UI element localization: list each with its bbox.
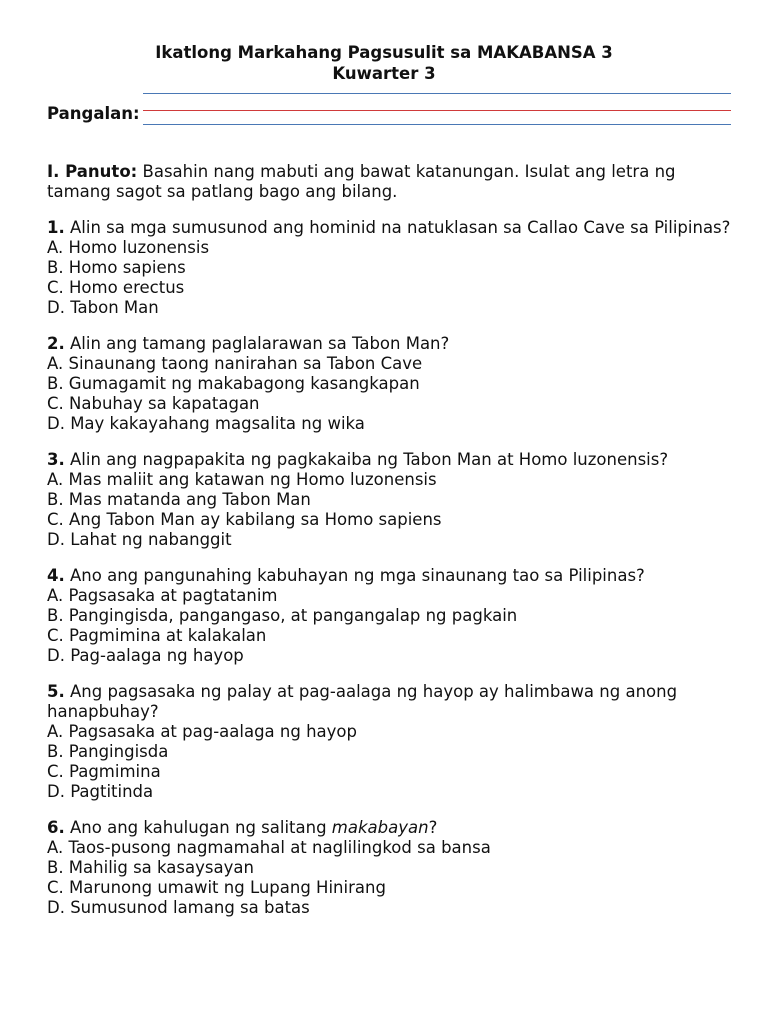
question-4	[47, 566, 737, 666]
choice-d: D. Tabon Man	[47, 298, 159, 317]
question-stem	[47, 818, 737, 838]
question-number: 1.	[47, 218, 65, 237]
instructions-text: Basahin nang mabuti ang bawat katanungan. Isulat ang letra ng tamang sagot sa patlang bago ang bilang.	[47, 162, 676, 201]
choice-b: B. Mahilig sa kasaysayan	[47, 858, 254, 877]
choice-a: A. Taos-pusong nagmamahal at naglilingkod sa bansa	[47, 838, 491, 857]
question-stem	[47, 682, 737, 722]
page-subtitle: Kuwarter 3	[332, 64, 436, 83]
choice-c: C. Ang Tabon Man ay kabilang sa Homo sapiens	[47, 510, 442, 529]
question-content	[47, 162, 737, 934]
question-number: 3.	[47, 450, 65, 469]
instructions	[47, 162, 737, 202]
choice-c: C. Homo erectus	[47, 278, 185, 297]
choice-b: B. Mas matanda ang Tabon Man	[47, 490, 311, 509]
choice-c: C. Pagmimina at kalakalan	[47, 626, 267, 645]
name-line-top	[143, 93, 731, 94]
question-text: Alin ang nagpapakita ng pagkakaiba ng Tabon Man at Homo luzonensis?	[64, 450, 669, 469]
question-text: Ano ang kahulugan ng salitang	[64, 818, 332, 837]
question-text: Alin ang tamang paglalarawan sa Tabon Man?	[64, 334, 450, 353]
question-stem	[47, 450, 737, 470]
question-text-end: ?	[428, 818, 438, 837]
name-label: Pangalan:	[47, 104, 140, 123]
choice-d: D. Pagtitinda	[47, 782, 154, 801]
question-1	[47, 218, 737, 318]
choice-d: D. Sumusunod lamang sa batas	[47, 898, 310, 917]
name-line-bottom	[143, 124, 731, 125]
question-number: 5.	[47, 682, 65, 701]
question-stem	[47, 218, 737, 238]
choice-b: B. Gumagamit ng makabagong kasangkapan	[47, 374, 420, 393]
choice-a: A. Homo luzonensis	[47, 238, 210, 257]
question-5	[47, 682, 737, 802]
name-line-middle	[143, 110, 731, 111]
choice-b: B. Pangingisda, pangangaso, at pangangalap ng pagkain	[47, 606, 518, 625]
page-title: Ikatlong Markahang Pagsusulit sa MAKABANSA 3	[155, 43, 613, 62]
question-2	[47, 334, 737, 434]
question-stem	[47, 566, 737, 586]
choice-a: A. Pagsasaka at pag-aalaga ng hayop	[47, 722, 357, 741]
choice-c: C. Pagmimina	[47, 762, 161, 781]
choice-a: A. Sinaunang taong nanirahan sa Tabon Cave	[47, 354, 423, 373]
question-number: 6.	[47, 818, 65, 837]
choice-c: C. Marunong umawit ng Lupang Hinirang	[47, 878, 386, 897]
instructions-label: I. Panuto:	[47, 162, 138, 181]
choice-d: D. Lahat ng nabanggit	[47, 530, 232, 549]
choice-d: D. May kakayahang magsalita ng wika	[47, 414, 365, 433]
question-stem	[47, 334, 737, 354]
choice-a: A. Pagsasaka at pagtatanim	[47, 586, 278, 605]
choice-c: C. Nabuhay sa kapatagan	[47, 394, 260, 413]
question-text: Alin sa mga sumusunod ang hominid na natuklasan sa Callao Cave sa Pilipinas?	[64, 218, 731, 237]
question-number: 2.	[47, 334, 65, 353]
choice-b: B. Pangingisda	[47, 742, 169, 761]
question-text: Ang pagsasaka ng palay at pag-aalaga ng hayop ay halimbawa ng anong hanapbuhay?	[47, 682, 678, 721]
question-number: 4.	[47, 566, 65, 585]
choice-b: B. Homo sapiens	[47, 258, 186, 277]
question-emphasis: makabayan	[331, 818, 429, 837]
question-6	[47, 818, 737, 918]
choice-a: A. Mas maliit ang katawan ng Homo luzonensis	[47, 470, 437, 489]
choice-d: D. Pag-aalaga ng hayop	[47, 646, 244, 665]
question-text: Ano ang pangunahing kabuhayan ng mga sinaunang tao sa Pilipinas?	[64, 566, 645, 585]
question-3	[47, 450, 737, 550]
